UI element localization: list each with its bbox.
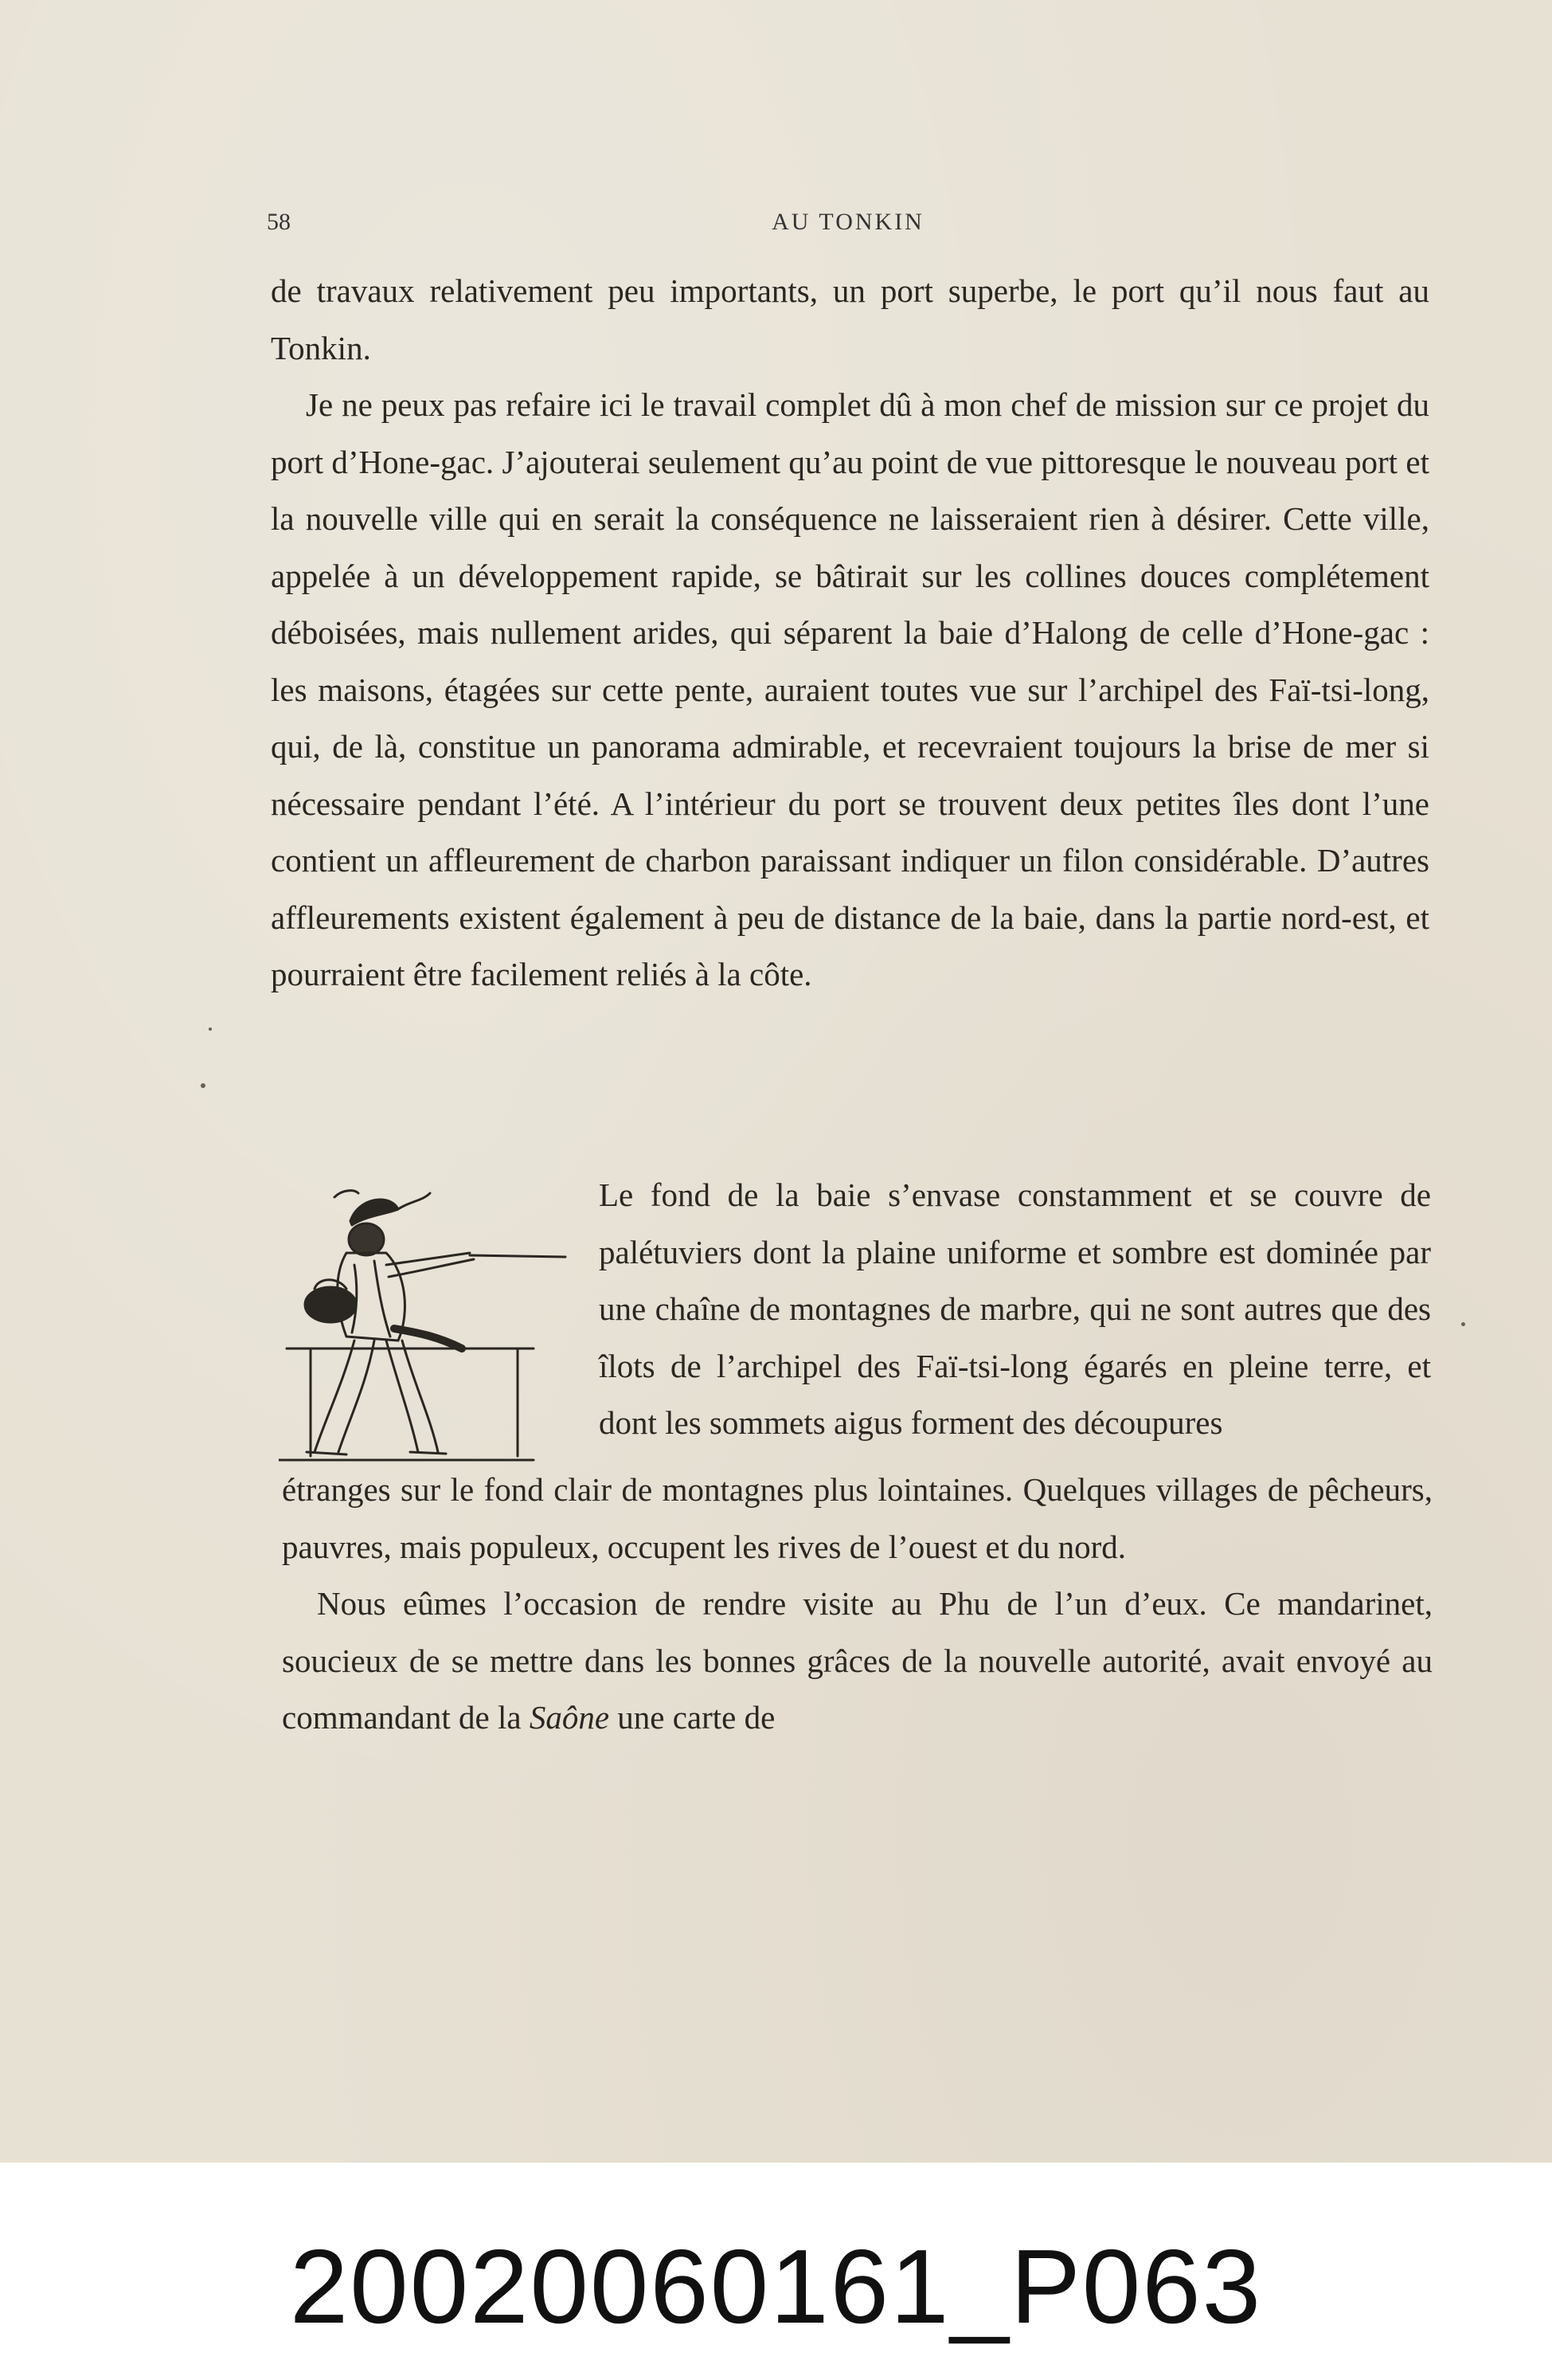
paper-speck (201, 1083, 205, 1088)
paragraph-4 (282, 1576, 1433, 1747)
paper-speck (209, 1028, 212, 1031)
upper-text (271, 263, 1429, 1004)
man-with-pole-sketch-icon (279, 1177, 585, 1488)
paragraph-3-wrapped: Le fond de la baie s’envase constamment et se couvre de palétuviers dont la plaine uniforme et sombre est dominée par une chaîne de montagnes de marbre, qui ne sont autres que des îlots de l’archipel des Faï-tsi-long égarés en pleine terre, et dont les sommets aigus forment des découpures (599, 1176, 1431, 1441)
paragraph-2: Je ne peux pas refaire ici le travail complet dû à mon chef de mission sur ce projet du port d’Hone-gac. J’ajouterai seulement qu’au point de vue pittoresque le nouveau port et la nouvelle ville qui en serait la conséquence ne laisseraient rien à désirer. Cette ville, appelée à un développement rapide, se bâtirait sur les collines douces complétement déboisées, mais nullement arides, qui séparent la baie d’Halong de celle d’Hone-gac : les maisons, étagées sur cette pente, auraient toutes vue sur l’archipel des Faï-tsi-long, qui, de là, constitue un panorama admirable, et recevraient toujours la brise de mer si nécessaire pendant l’été. A l’intérieur du port se trouvent deux petites îles dont l’une contient un affleurement de charbon paraissant indiquer un filon considérable. D’autres affleurements existent également à peu de distance de la baie, dans la partie nord-est, et pourraient être facilement reliés à la côte. (271, 386, 1429, 992)
paragraph-3-continued: étranges sur le fond clair de montagnes plus lointaines. Quelques villages de pêcheurs, pauvres, mais populeux, occupent les rives de l’ouest et du nord. (282, 1471, 1433, 1565)
paragraph-4-tail: une carte de (609, 1699, 776, 1736)
image-identifier: 20020060161_P063 (289, 2228, 1263, 2345)
page-number: 58 (267, 209, 291, 235)
paper-speck (1461, 1322, 1465, 1326)
paragraph-1: de travaux relativement peu importants, un port superbe, le port qu’il nous faut au Tonkin. (271, 272, 1429, 366)
paragraph-4-text: Nous eûmes l’occasion de rendre visite au Phu de l’un d’eux. Ce mandarinet, soucieux de se mettre dans les bonnes grâces de la nouvelle autorité, avait envoyé au commandant de la (282, 1585, 1433, 1736)
running-head (267, 209, 1429, 241)
lower-text (282, 1462, 1433, 1747)
ship-name: Saône (529, 1699, 610, 1736)
running-title: AU TONKIN (772, 209, 925, 235)
